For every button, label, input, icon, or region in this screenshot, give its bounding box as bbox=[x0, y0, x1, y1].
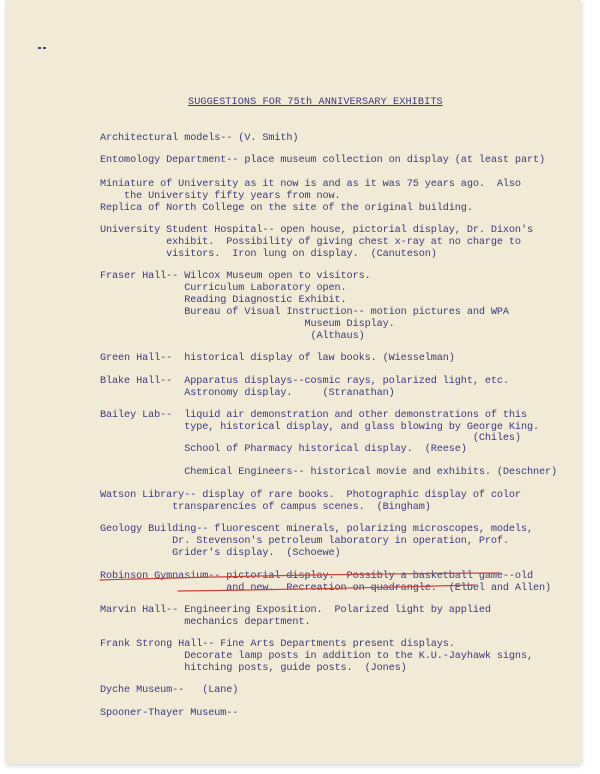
text-line: School of Pharmacy historical display. (Reese) bbox=[100, 444, 467, 455]
text-line: exhibit. Possibility of giving chest x-ray at no charge to bbox=[100, 237, 521, 248]
text-line: mechanics department. bbox=[100, 617, 311, 628]
text-line: Watson Library-- display of rare books. Photographic display of color bbox=[100, 490, 521, 501]
text-line: Geology Building-- fluorescent minerals, polarizing microscopes, models, bbox=[100, 524, 533, 535]
text-line: Decorate lamp posts in addition to the K.U.-Jayhawk signs, bbox=[100, 651, 533, 662]
document-title: SUGGESTIONS FOR 75th ANNIVERSARY EXHIBITS bbox=[188, 97, 443, 108]
text-line: the University fifty years from now. bbox=[100, 191, 341, 202]
text-line: Blake Hall-- Apparatus displays--cosmic rays, polarized light, etc. bbox=[100, 376, 509, 387]
text-line: Marvin Hall-- Engineering Exposition. Polarized light by applied bbox=[100, 605, 491, 616]
text-line: transparencies of campus scenes. (Bingham) bbox=[100, 502, 431, 513]
text-line: and new. Recreation on quadrangle. (Elbel and Allen) bbox=[100, 583, 552, 594]
corner-marks bbox=[38, 36, 52, 38]
text-line: Green Hall-- historical display of law books. (Wiesselman) bbox=[100, 353, 455, 364]
text-line: Robinson Gymnasium-- pictorial display. Possibly a basketball game--old bbox=[100, 571, 533, 582]
text-line: Chemical Engineers-- historical movie and exhibits. (Deschner) bbox=[100, 467, 558, 478]
text-line: Entomology Department-- place museum collection on display (at least part) bbox=[100, 155, 545, 166]
text-line: (Chiles) bbox=[100, 433, 521, 444]
text-line: Museum Display. bbox=[100, 319, 395, 330]
text-line: (Althaus) bbox=[100, 331, 365, 342]
text-line: Fraser Hall-- Wilcox Museum open to visitors. bbox=[100, 271, 371, 282]
text-line: Bureau of Visual Instruction-- motion pictures and WPA bbox=[100, 307, 509, 318]
text-line: Dyche Museum-- (Lane) bbox=[100, 685, 239, 696]
text-line: hitching posts, guide posts. (Jones) bbox=[100, 663, 407, 674]
text-line: Spooner-Thayer Museum-- bbox=[100, 708, 239, 719]
text-line: Curriculum Laboratory open. bbox=[100, 283, 347, 294]
text-line: type, historical display, and glass blowing by George King. bbox=[100, 422, 539, 433]
text-line: Dr. Stevenson's petroleum laboratory in operation, Prof. bbox=[100, 536, 509, 547]
text-line: University Student Hospital-- open house, pictorial display, Dr. Dixon's bbox=[100, 225, 533, 236]
text-line: Frank Strong Hall-- Fine Arts Departments present displays. bbox=[100, 639, 455, 650]
text-line: Astronomy display. (Stranathan) bbox=[100, 388, 395, 399]
text-line: Reading Diagnostic Exhibit. bbox=[100, 295, 347, 306]
document-page bbox=[5, 0, 581, 764]
text-line: Bailey Lab-- liquid air demonstration and other demonstrations of this bbox=[100, 410, 527, 421]
text-line: Replica of North College on the site of the original building. bbox=[100, 203, 473, 214]
text-line: visitors. Iron lung on display. (Canuteson) bbox=[100, 249, 437, 260]
text-line: Miniature of University as it now is and as it was 75 years ago. Also bbox=[100, 179, 521, 190]
text-line: Architectural models-- (V. Smith) bbox=[100, 133, 299, 144]
text-line: Grider's display. (Schoewe) bbox=[100, 548, 341, 559]
